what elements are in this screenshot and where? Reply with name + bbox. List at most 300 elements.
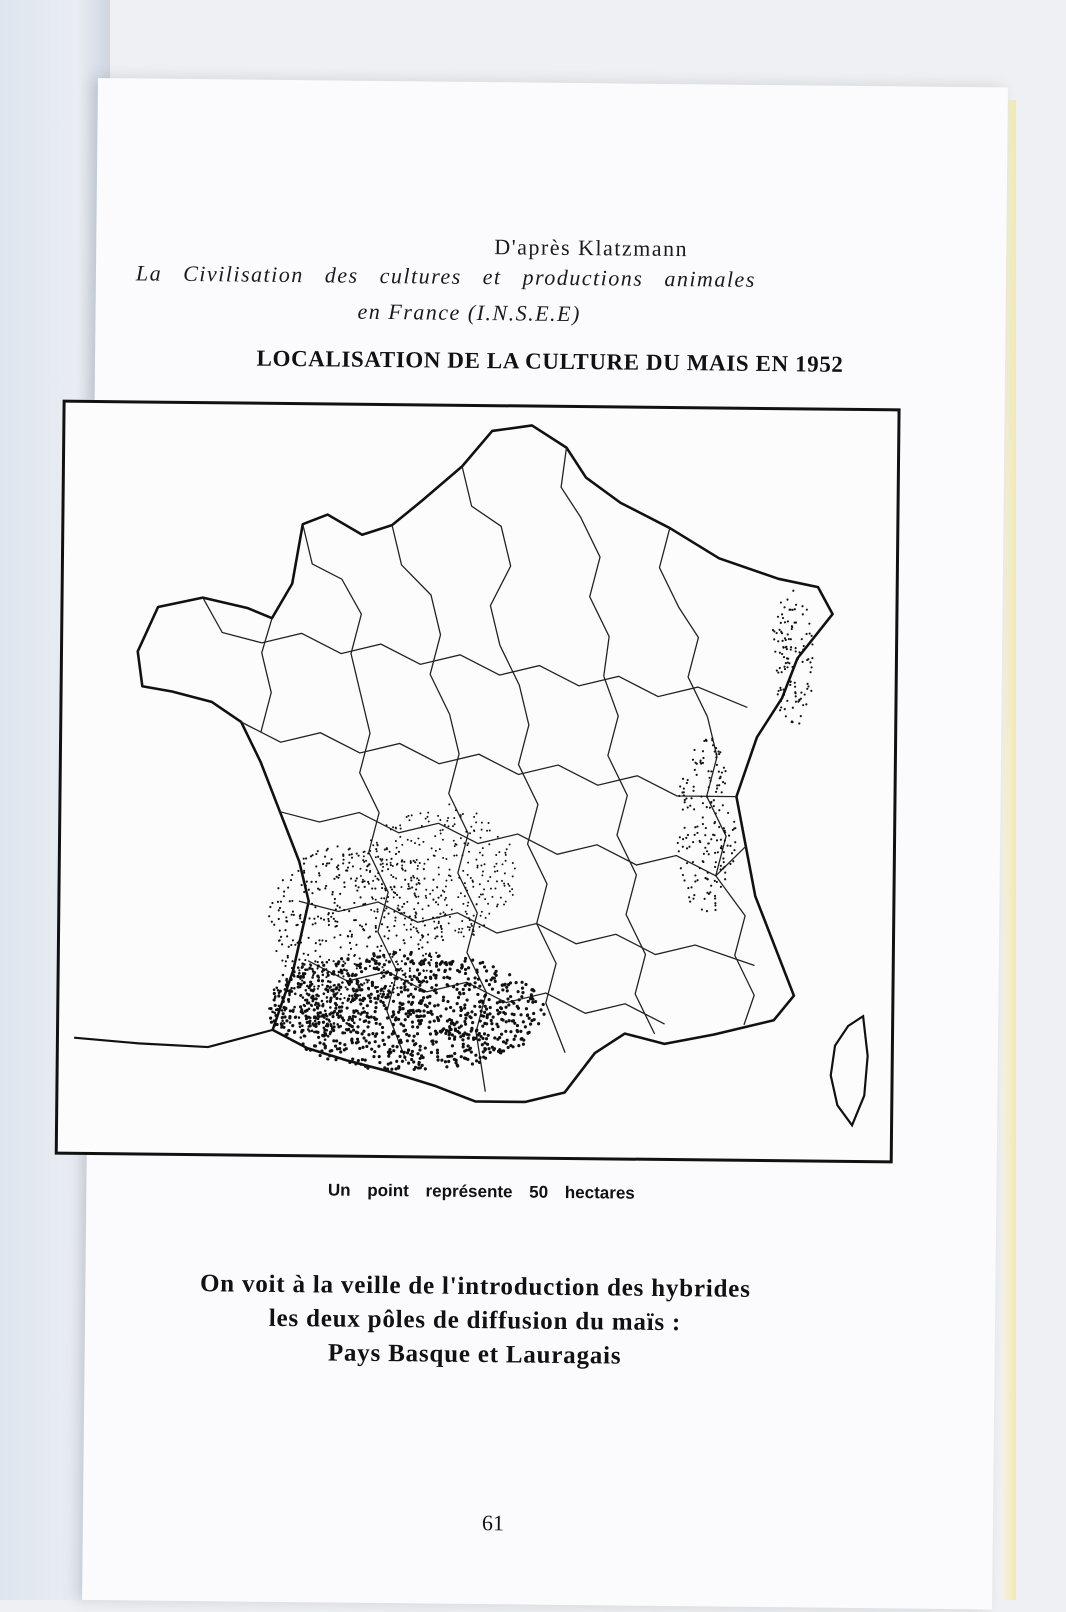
maize-dot	[733, 821, 735, 823]
maize-dot	[425, 953, 427, 955]
maize-dot	[496, 905, 498, 907]
maize-dot	[386, 863, 388, 865]
maize-dot	[528, 1017, 531, 1020]
maize-dot	[513, 1038, 516, 1041]
maize-dot	[376, 911, 378, 913]
maize-dot	[387, 937, 389, 939]
maize-dot	[370, 1048, 373, 1051]
maize-dot	[391, 956, 393, 958]
maize-dot	[271, 902, 273, 904]
maize-dot	[716, 764, 718, 766]
maize-dot	[509, 1030, 512, 1033]
maize-dot	[378, 1061, 381, 1064]
maize-dot	[437, 815, 439, 817]
maize-dot	[696, 879, 698, 881]
maize-dot	[791, 628, 793, 630]
maize-distribution-map	[55, 400, 901, 1164]
maize-dot	[376, 842, 378, 844]
maize-dot	[693, 786, 695, 788]
maize-dot	[723, 861, 725, 863]
maize-dot	[364, 1059, 367, 1062]
maize-dot	[446, 904, 448, 906]
maize-dot	[327, 918, 329, 920]
maize-dot	[487, 903, 489, 905]
maize-dot	[328, 920, 330, 922]
maize-dot	[787, 633, 789, 635]
maize-dot	[333, 918, 335, 920]
maize-dot	[486, 830, 488, 832]
maize-dot	[431, 1042, 434, 1045]
maize-dot	[403, 861, 405, 863]
maize-dot	[407, 1000, 410, 1003]
maize-dot	[269, 906, 271, 908]
maize-dot	[789, 684, 791, 686]
maize-dot	[326, 996, 329, 999]
maize-dot	[269, 1017, 272, 1020]
maize-dot	[279, 907, 281, 909]
maize-dot	[514, 1034, 517, 1037]
maize-dot	[435, 952, 437, 954]
maize-dot	[780, 689, 782, 691]
maize-dot	[811, 657, 813, 659]
maize-dot	[324, 1009, 327, 1012]
maize-dot	[784, 708, 786, 710]
maize-dot	[290, 944, 292, 946]
maize-dot	[783, 666, 785, 668]
maize-dot	[468, 988, 471, 991]
maize-dot	[432, 879, 434, 881]
maize-dot	[811, 643, 813, 645]
maize-dot	[283, 895, 285, 897]
maize-dot	[281, 1016, 284, 1019]
maize-dot	[375, 917, 377, 919]
maize-dot	[519, 1013, 522, 1016]
maize-dot	[457, 996, 460, 999]
maize-dot	[696, 825, 698, 827]
maize-dot	[366, 1004, 369, 1007]
maize-dot	[322, 863, 324, 865]
maize-dot	[360, 970, 363, 973]
maize-dot	[412, 995, 415, 998]
maize-dot	[443, 891, 445, 893]
maize-dot	[308, 937, 310, 939]
maize-dot	[718, 771, 720, 773]
maize-dot	[467, 1037, 470, 1040]
maize-dot	[281, 1019, 284, 1022]
maize-dot	[441, 935, 443, 937]
maize-dot	[469, 926, 471, 928]
maize-dot	[517, 990, 520, 993]
maize-dot	[318, 939, 320, 941]
maize-dot	[448, 1037, 451, 1040]
maize-dot	[408, 885, 410, 887]
maize-dot	[699, 759, 701, 761]
map-legend: Un point représente 50 hectares	[327, 1180, 635, 1203]
maize-dot	[350, 878, 352, 880]
maize-dot	[715, 861, 717, 863]
maize-dot	[375, 1022, 378, 1025]
maize-dot	[779, 687, 781, 689]
maize-dot	[391, 888, 393, 890]
maize-dot	[495, 863, 497, 865]
maize-dot	[806, 683, 808, 685]
maize-dot	[444, 899, 446, 901]
maize-dot	[373, 997, 376, 1000]
maize-dot	[364, 886, 366, 888]
maize-dot	[726, 845, 728, 847]
maize-dot	[418, 948, 420, 950]
maize-dot	[365, 923, 367, 925]
maize-dot	[279, 930, 281, 932]
maize-dot	[802, 661, 804, 663]
maize-dot	[467, 977, 470, 980]
maize-dot	[463, 1020, 466, 1023]
maize-dot	[787, 620, 789, 622]
maize-dot	[780, 706, 782, 708]
maize-dot	[687, 834, 689, 836]
maize-dot	[409, 967, 411, 969]
maize-dot	[319, 943, 321, 945]
maize-dot	[483, 1011, 486, 1014]
maize-dot	[720, 886, 722, 888]
maize-dot	[329, 1006, 332, 1009]
maize-dot	[374, 1040, 377, 1043]
maize-dot	[723, 851, 725, 853]
maize-dot	[315, 865, 317, 867]
maize-dot	[801, 605, 803, 607]
maize-dot	[461, 928, 463, 930]
maize-dot	[373, 910, 375, 912]
maize-dot	[325, 940, 327, 942]
maize-dot	[308, 889, 310, 891]
maize-dot	[802, 704, 804, 706]
maize-dot	[375, 848, 377, 850]
maize-dot	[304, 959, 306, 961]
maize-dot	[702, 757, 704, 759]
maize-dot	[353, 1022, 356, 1025]
maize-dot	[462, 903, 464, 905]
maize-dot	[470, 826, 472, 828]
maize-dot	[298, 959, 300, 961]
maize-dot	[462, 1043, 465, 1046]
maize-dot	[426, 1011, 429, 1014]
maize-dot	[439, 913, 441, 915]
maize-dot	[404, 1018, 407, 1021]
maize-dot	[780, 622, 782, 624]
conclusion-line-3: Pays Basque et Lauragais	[327, 1339, 622, 1370]
maize-dot	[509, 995, 512, 998]
maize-dot	[412, 1039, 415, 1042]
maize-dot	[785, 662, 787, 664]
maize-dot	[407, 888, 409, 890]
maize-dot	[507, 1003, 510, 1006]
maize-dot	[377, 1045, 380, 1048]
maize-dot	[397, 993, 400, 996]
maize-dot	[281, 959, 283, 961]
maize-dot	[453, 1052, 456, 1055]
maize-dot	[423, 877, 425, 879]
maize-dot	[325, 885, 327, 887]
maize-dot	[522, 1043, 525, 1046]
maize-dot	[733, 849, 735, 851]
maize-dot	[473, 976, 476, 979]
maize-dot	[471, 1062, 474, 1065]
maize-dot	[322, 974, 325, 977]
maize-dot	[361, 1058, 364, 1061]
maize-dot	[326, 985, 329, 988]
maize-dot	[488, 913, 490, 915]
maize-dot	[463, 1003, 466, 1006]
maize-dot	[460, 931, 462, 933]
maize-dot	[371, 887, 373, 889]
maize-dot	[314, 950, 316, 952]
maize-dot	[334, 898, 336, 900]
maize-dot	[794, 608, 796, 610]
maize-dot	[401, 906, 403, 908]
maize-dot	[506, 848, 508, 850]
maize-dot	[480, 894, 482, 896]
maize-dot	[277, 887, 279, 889]
maize-dot	[322, 964, 325, 967]
maize-dot	[383, 916, 385, 918]
maize-dot	[512, 894, 514, 896]
maize-dot	[434, 937, 436, 939]
maize-dot	[388, 930, 390, 932]
maize-dot	[326, 862, 328, 864]
maize-dot	[490, 1022, 493, 1025]
maize-dot	[776, 632, 778, 634]
maize-dot	[315, 942, 317, 944]
maize-dot	[284, 965, 286, 967]
maize-dot	[517, 1044, 520, 1047]
maize-dot	[505, 860, 507, 862]
maize-dot	[794, 686, 796, 688]
maize-dot	[445, 880, 447, 882]
maize-dot	[321, 961, 324, 964]
maize-dot	[684, 827, 686, 829]
maize-dot	[337, 868, 339, 870]
maize-dot	[396, 894, 398, 896]
maize-dot	[527, 1000, 530, 1003]
france-map-svg	[58, 403, 898, 1161]
maize-dot	[430, 986, 433, 989]
maize-dot	[783, 606, 785, 608]
maize-dot	[439, 829, 441, 831]
maize-dot	[291, 874, 293, 876]
maize-dot	[433, 1019, 436, 1022]
citation-title-line2: en France (I.N.S.E.E)	[357, 298, 582, 327]
maize-dot	[405, 976, 407, 978]
maize-dot	[809, 632, 811, 634]
maize-dot	[293, 914, 295, 916]
maize-dot	[331, 1015, 334, 1018]
maize-dot	[437, 1004, 440, 1007]
maize-dot	[715, 791, 717, 793]
maize-dot	[447, 1060, 450, 1063]
maize-dot	[716, 787, 718, 789]
maize-dot	[399, 986, 402, 989]
maize-dot	[383, 1043, 386, 1046]
maize-dot	[485, 1037, 488, 1040]
maize-dot	[504, 885, 506, 887]
maize-dot	[293, 1006, 296, 1009]
maize-dot	[440, 895, 442, 897]
maize-dot	[795, 701, 797, 703]
maize-dot	[435, 850, 437, 852]
maize-dot	[474, 1054, 477, 1057]
maize-dot	[427, 858, 429, 860]
maize-dot	[542, 1003, 545, 1006]
maize-dot	[702, 823, 704, 825]
maize-dot	[437, 1058, 440, 1061]
maize-dot	[702, 802, 704, 804]
maize-dot	[323, 992, 326, 995]
maize-dot	[401, 864, 403, 866]
maize-dot	[392, 826, 394, 828]
maize-dot	[774, 651, 776, 653]
maize-dot	[718, 784, 720, 786]
maize-dot	[511, 888, 513, 890]
maize-dot	[488, 822, 490, 824]
maize-dot	[423, 868, 425, 870]
maize-dot	[683, 788, 685, 790]
maize-dot	[282, 1012, 285, 1015]
maize-dot	[327, 1035, 330, 1038]
maize-dot	[376, 997, 379, 1000]
maize-dot	[788, 638, 790, 640]
maize-dot	[299, 1025, 302, 1028]
maize-dot	[351, 936, 353, 938]
maize-dot	[685, 837, 687, 839]
maize-dot	[479, 926, 481, 928]
conclusion-line-1: On voit à la veille de l'introduction des hybrides	[199, 1270, 751, 1303]
maize-dot	[449, 1006, 452, 1009]
maize-dot	[481, 829, 483, 831]
maize-dot	[336, 866, 338, 868]
maize-dot	[278, 980, 281, 983]
maize-dot	[336, 905, 338, 907]
maize-dot	[537, 1022, 540, 1025]
maize-dot	[682, 778, 684, 780]
maize-dot	[398, 851, 400, 853]
maize-dot	[688, 896, 690, 898]
maize-dot	[718, 753, 720, 755]
maize-dot	[451, 909, 453, 911]
maize-dot	[395, 1045, 398, 1048]
maize-dot	[490, 888, 492, 890]
maize-dot	[724, 872, 726, 874]
maize-dot	[409, 887, 411, 889]
maize-dot	[481, 1043, 484, 1046]
maize-dot	[696, 774, 698, 776]
maize-dot	[299, 917, 301, 919]
maize-dot	[690, 797, 692, 799]
maize-dot	[294, 944, 296, 946]
maize-dot	[494, 888, 496, 890]
maize-dot	[716, 881, 718, 883]
maize-dot	[690, 886, 692, 888]
maize-dot	[505, 901, 507, 903]
maize-dot	[339, 893, 341, 895]
maize-dot	[454, 845, 456, 847]
maize-dot	[375, 960, 377, 962]
maize-dot	[504, 1006, 507, 1009]
maize-dot	[493, 1036, 496, 1039]
maize-dot	[375, 899, 377, 901]
maize-dot	[404, 870, 406, 872]
maize-dot	[313, 1008, 316, 1011]
maize-dot	[453, 855, 455, 857]
maize-dot	[328, 959, 330, 961]
maize-dot	[792, 609, 794, 611]
maize-dot	[484, 898, 486, 900]
maize-dot	[442, 976, 445, 979]
maize-dot	[805, 633, 807, 635]
maize-dot	[462, 813, 464, 815]
maize-dot	[455, 988, 458, 991]
maize-dot	[388, 960, 391, 963]
maize-dot	[343, 968, 346, 971]
maize-dot	[301, 979, 303, 981]
maize-dot	[438, 867, 440, 869]
maize-dot	[273, 924, 275, 926]
maize-dot	[411, 1050, 414, 1053]
maize-dot	[363, 855, 365, 857]
maize-dot	[485, 1007, 488, 1010]
maize-dot	[411, 1025, 414, 1028]
maize-dot	[729, 863, 731, 865]
maize-dot	[693, 894, 695, 896]
maize-dot	[378, 1023, 381, 1026]
maize-dot	[795, 695, 797, 697]
maize-dot	[366, 1012, 369, 1015]
maize-dot	[496, 870, 498, 872]
maize-dot	[342, 859, 344, 861]
maize-dot	[308, 917, 310, 919]
maize-dot	[334, 920, 336, 922]
maize-dot	[366, 1025, 369, 1028]
maize-dot	[710, 770, 712, 772]
maize-dot	[449, 869, 451, 871]
maize-dot	[348, 854, 350, 856]
maize-dot	[385, 907, 387, 909]
maize-dot	[474, 1013, 477, 1016]
maize-dot	[785, 715, 787, 717]
maize-dot	[394, 916, 396, 918]
maize-dot	[411, 886, 413, 888]
maize-dot	[435, 1040, 438, 1043]
maize-dot	[491, 1028, 494, 1031]
maize-dot	[495, 854, 497, 856]
maize-dot	[321, 939, 323, 941]
maize-dot	[447, 817, 449, 819]
maize-dot	[335, 1039, 338, 1042]
maize-dot	[458, 931, 460, 933]
maize-dot	[427, 905, 429, 907]
maize-dot	[436, 1055, 439, 1058]
maize-dot	[419, 1045, 422, 1048]
maize-dot	[387, 913, 389, 915]
maize-dot	[487, 880, 489, 882]
maize-dot	[480, 837, 482, 839]
maize-dot	[356, 889, 358, 891]
maize-dot	[381, 870, 383, 872]
maize-dot	[401, 970, 403, 972]
maize-dot	[343, 886, 345, 888]
maize-dot	[274, 1004, 277, 1007]
maize-dot	[418, 844, 420, 846]
maize-dot	[381, 1031, 384, 1034]
